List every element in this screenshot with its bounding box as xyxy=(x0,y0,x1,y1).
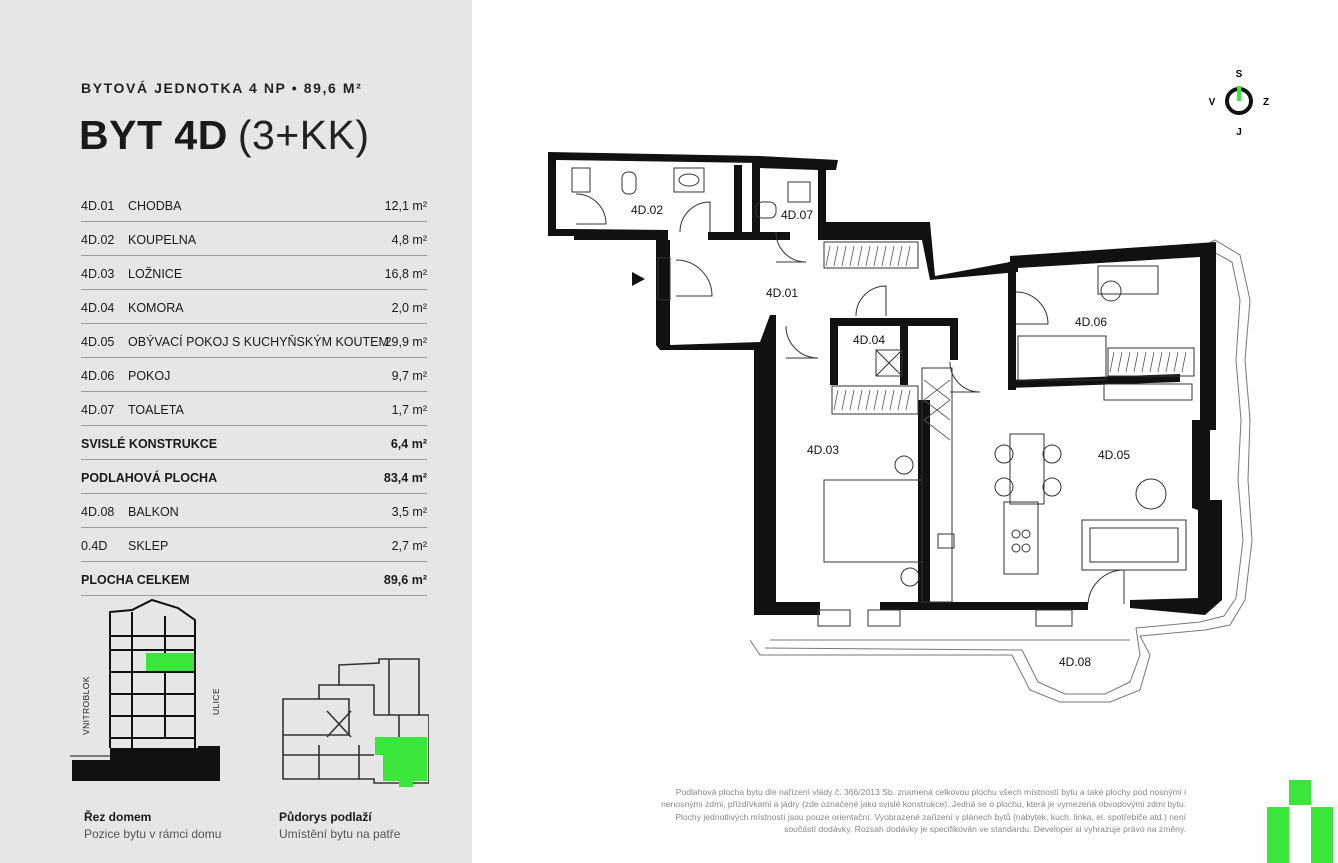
room-row xyxy=(81,188,427,222)
note-line: Plochy jednotlivých místností jsou pouze orientační. Vyobrazené zařízení v plánech bytů (nábytek, kuch. linka, el. spotřebiče atd.) není xyxy=(675,811,1186,822)
room-row xyxy=(81,460,427,494)
room-area: 2,0 m² xyxy=(391,301,427,315)
room-code: PLOCHA CELKEM xyxy=(81,573,190,587)
room-area: 1,7 m² xyxy=(391,403,427,417)
room-name: TOALETA xyxy=(128,403,184,417)
compass-n: S xyxy=(1235,69,1243,80)
room-area: 83,4 m² xyxy=(383,471,427,485)
room-row xyxy=(81,324,427,358)
room-name: OBÝVACÍ POKOJ S KUCHYŇSKÝM KOUTEM xyxy=(128,335,389,349)
room-code: 4D.08 xyxy=(81,505,115,519)
section-caption xyxy=(84,810,221,841)
room-label-4d07: 4D.07 xyxy=(780,208,814,222)
section-title: Řez domem xyxy=(84,810,152,824)
room-code: 4D.02 xyxy=(81,233,115,247)
unit-highlight xyxy=(146,653,194,671)
compass-e: Z xyxy=(1262,97,1270,108)
room-label-4d02: 4D.02 xyxy=(630,203,664,217)
compass xyxy=(1202,64,1282,140)
room-label-4d03: 4D.03 xyxy=(806,443,840,457)
room-label-4d01: 4D.01 xyxy=(765,286,799,300)
room-table xyxy=(81,188,427,596)
room-row xyxy=(81,426,427,460)
room-row xyxy=(81,494,427,528)
section-label-right: ULICE xyxy=(211,687,221,715)
note-line: Podlahová plocha bytu dle nařízení vlády č. 366/2013 Sb. znamená celkovou plochu všech místností bytu a také plochy pod nosnými i xyxy=(675,787,1186,797)
info-panel xyxy=(0,0,472,863)
floor-title: Půdorys podlaží xyxy=(279,810,372,824)
unit-title-type: (3+KK) xyxy=(237,112,370,158)
floor-subtitle: Umístění bytu na patře xyxy=(279,827,401,841)
unit-title-bold: BYT 4D xyxy=(79,112,228,158)
room-name: KOUPELNA xyxy=(128,233,197,247)
room-area: 29,9 m² xyxy=(384,335,427,349)
room-row xyxy=(81,392,427,426)
room-area: 89,6 m² xyxy=(383,573,427,587)
room-code: 4D.01 xyxy=(81,199,115,213)
room-name: KOMORA xyxy=(128,301,184,315)
room-area: 3,5 m² xyxy=(391,505,427,519)
room-area: 4,8 m² xyxy=(391,233,427,247)
room-label-4d06: 4D.06 xyxy=(1074,315,1108,329)
room-name: CHODBA xyxy=(128,199,182,213)
room-code: 4D.04 xyxy=(81,301,115,315)
room-area: 2,7 m² xyxy=(391,539,427,553)
room-name: SKLEP xyxy=(128,539,169,553)
room-row xyxy=(81,290,427,324)
section-label-left: VNITROBLOK xyxy=(81,676,91,735)
room-code: 4D.05 xyxy=(81,335,115,349)
section-subtitle: Pozice bytu v rámci domu xyxy=(84,827,222,841)
room-name: POKOJ xyxy=(128,369,171,383)
room-code: 4D.06 xyxy=(81,369,115,383)
floor-plan-mini xyxy=(279,655,429,789)
room-area: 16,8 m² xyxy=(384,267,427,281)
room-row xyxy=(81,222,427,256)
note-line: nenosnými zdmi, přizdívkami a jádry (zde označené jako svislé konstrukce). Jedná se o plochu, která je vymezená obvodovými zdmi bytu. xyxy=(661,799,1186,810)
room-area: 9,7 m² xyxy=(391,369,427,383)
room-label-4d04: 4D.04 xyxy=(852,333,886,347)
room-code: PODLAHOVÁ PLOCHA xyxy=(81,471,218,485)
legal-notes xyxy=(576,786,1186,836)
room-row xyxy=(81,358,427,392)
room-code: SVISLÉ KONSTRUKCE xyxy=(81,437,218,451)
entrance-arrow-icon xyxy=(632,272,645,286)
room-label-4d08: 4D.08 xyxy=(1058,655,1092,669)
room-code: 0.4D xyxy=(81,539,108,553)
apartment-floor-plan xyxy=(540,145,1260,715)
room-row xyxy=(81,256,427,290)
room-row xyxy=(81,562,427,596)
building-section-diagram xyxy=(70,598,220,784)
room-area: 12,1 m² xyxy=(384,199,427,213)
unit-subtitle: BYTOVÁ JEDNOTKA 4 NP • 89,6 M² xyxy=(81,80,363,96)
room-code: 4D.07 xyxy=(81,403,115,417)
room-label-4d05: 4D.05 xyxy=(1097,448,1131,462)
note-line: součástí dodávky. Rozsah dodávky je specifikován ve standardu. Developer si vyhrazuje právo na změny. xyxy=(784,824,1186,835)
developer-logo xyxy=(1262,780,1338,863)
room-code: 4D.03 xyxy=(81,267,115,281)
room-area: 6,4 m² xyxy=(390,437,427,451)
compass-s: J xyxy=(1236,127,1242,138)
unit-title xyxy=(79,112,370,159)
floor-caption xyxy=(279,810,400,841)
compass-w: V xyxy=(1208,97,1216,108)
room-name: LOŽNICE xyxy=(128,267,183,281)
room-name: BALKON xyxy=(128,505,179,519)
room-row xyxy=(81,528,427,562)
